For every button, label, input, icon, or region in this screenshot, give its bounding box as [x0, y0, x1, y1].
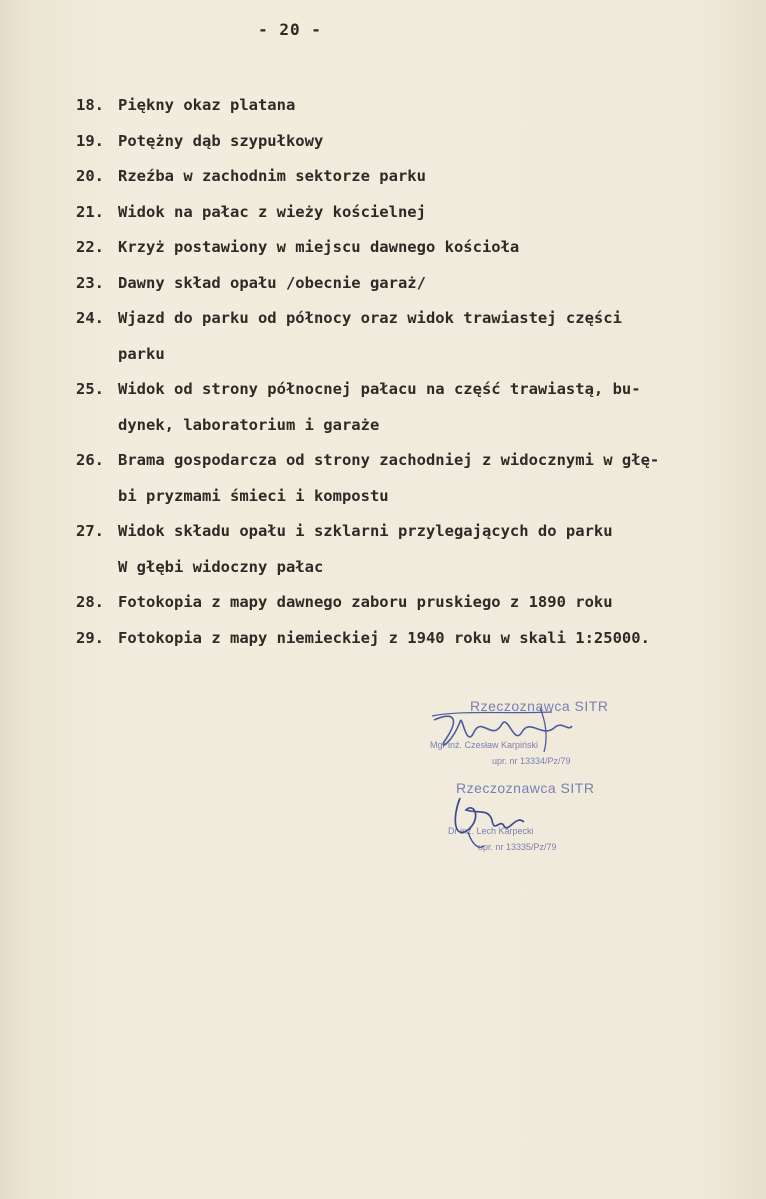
item-text-continuation: parku — [118, 344, 165, 363]
list-item — [76, 88, 736, 124]
item-text: Rzeźba w zachodnim sektorze parku — [118, 167, 426, 185]
list-item — [76, 230, 736, 266]
signature-stamps — [420, 692, 620, 882]
list-item — [76, 124, 736, 160]
photo-list — [76, 88, 736, 656]
item-text-continuation: dynek, laboratorium i garaże — [118, 415, 380, 434]
stamp-registration: upr. nr 13334/Pz/79 — [492, 756, 571, 766]
list-item — [76, 514, 736, 585]
stamp-name: Mgr inż. Czesław Karpiński — [430, 740, 539, 750]
item-number: 25. — [76, 380, 104, 398]
signature-2 — [438, 788, 568, 858]
list-item — [76, 266, 736, 302]
item-text: Piękny okaz platana — [118, 96, 296, 114]
item-text: Brama gospodarcza od strony zachodniej z widocznymi w głę- — [118, 451, 660, 469]
stamp-name: Dr inż. Lech Karpecki — [448, 826, 534, 836]
item-text: Fotokopia z mapy niemieckiej z 1940 roku w skali 1:25000. — [118, 628, 650, 647]
item-text: Potężny dąb szypułkowy — [118, 131, 324, 150]
page-number: - 20 - — [258, 20, 322, 39]
list-item — [76, 159, 736, 195]
item-number: 22. — [76, 238, 104, 256]
item-number: 27. — [76, 522, 104, 540]
item-number: 28. — [76, 593, 104, 611]
item-text: Fotokopia z mapy dawnego zaboru pruskiego z 1890 roku — [118, 593, 613, 611]
list-item — [76, 372, 736, 443]
list-item — [76, 301, 736, 372]
list-item — [76, 195, 736, 231]
item-text-continuation: bi pryzmami śmieci i kompostu — [118, 486, 389, 505]
list-item — [76, 443, 736, 514]
item-number: 20. — [76, 167, 104, 185]
item-number: 29. — [76, 628, 104, 647]
stamp-title: Rzeczoznawca SITR — [470, 698, 609, 714]
item-text: Wjazd do parku od północy oraz widok trawiastej części — [118, 309, 622, 327]
item-text: Widok na pałac z wieży kościelnej — [118, 202, 426, 221]
item-number: 26. — [76, 451, 104, 469]
item-text: Krzyż postawiony w miejscu dawnego kościoła — [118, 238, 520, 256]
list-item — [76, 585, 736, 621]
item-number: 23. — [76, 273, 104, 292]
signature-1 — [422, 702, 592, 762]
item-number: 21. — [76, 202, 104, 221]
item-text-continuation: W głębi widoczny pałac — [118, 557, 324, 576]
item-text: Widok składu opału i szklarni przylegających do parku — [118, 522, 613, 540]
item-number: 24. — [76, 309, 104, 327]
item-text: Dawny skład opału /obecnie garaż/ — [118, 273, 426, 292]
stamp-registration: upr. nr 13335/Pz/79 — [478, 842, 557, 852]
item-text: Widok od strony północnej pałacu na część trawiastą, bu- — [118, 380, 641, 398]
list-item — [76, 621, 736, 657]
item-number: 19. — [76, 131, 104, 150]
item-number: 18. — [76, 96, 104, 114]
stamp-title: Rzeczoznawca SITR — [456, 780, 595, 796]
